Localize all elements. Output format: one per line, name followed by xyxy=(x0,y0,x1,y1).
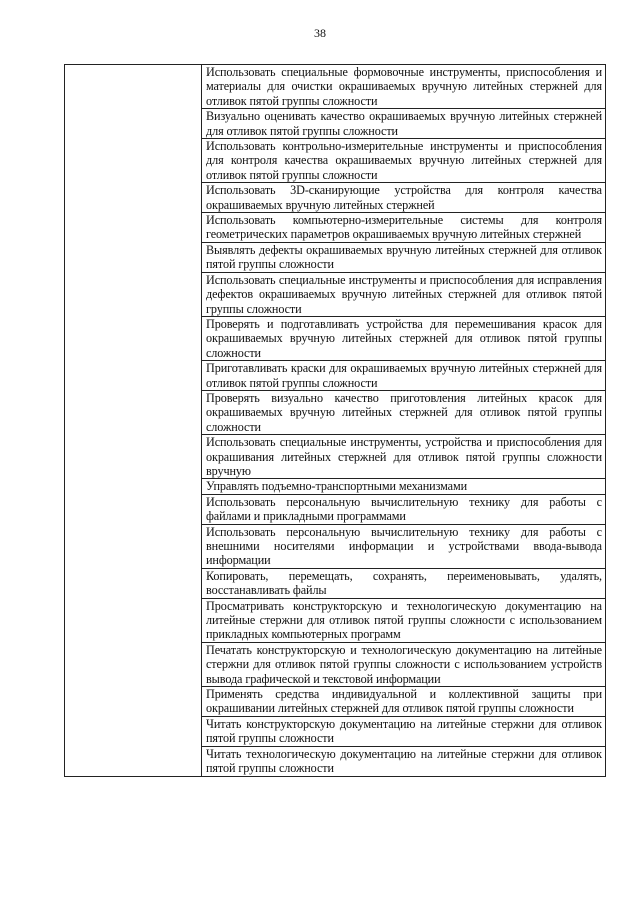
skill-cell xyxy=(202,272,606,316)
skill-text: Просматривать конструкторскую и технологическую документацию на литейные стержни для отливок пятой группы сложности с использованием прикладных компьютерных программ xyxy=(206,598,602,642)
skill-cell xyxy=(202,494,606,524)
skill-text: Выявлять дефекты окрашиваемых вручную литейных стержней для отливок пятой группы сложности xyxy=(206,242,602,272)
skill-cell xyxy=(202,716,606,746)
skill-cell xyxy=(202,316,606,360)
skill-cell xyxy=(202,435,606,479)
skill-text: Использовать 3D-сканирующие устройства для контроля качества окрашиваемых вручную литейных стержней xyxy=(206,183,602,212)
skill-cell xyxy=(202,109,606,139)
page-number: 38 xyxy=(314,26,326,40)
skill-text: Проверять визуально качество приготовления литейных красок для окрашиваемых вручную литейных стержней для отливок пятой группы сложности xyxy=(206,390,602,434)
skill-text: Печатать конструкторскую и технологическую документацию на литейные стержни для отливок пятой группы сложности с использованием устройств вывода графической и текстовой информации xyxy=(206,642,602,686)
skill-cell xyxy=(202,242,606,272)
skill-cell xyxy=(202,479,606,494)
skill-cell xyxy=(202,390,606,434)
skills-table xyxy=(64,64,606,777)
skill-cell xyxy=(202,642,606,686)
skill-text: Использовать персональную вычислительную технику для работы с внешними носителями информации и устройствами ввода-вывода информации xyxy=(206,524,602,568)
skill-text: Использовать компьютерно-измерительные системы для контроля геометрических параметров окрашиваемых вручную литейных стержней xyxy=(206,213,602,242)
skill-cell xyxy=(202,183,606,213)
skill-cell xyxy=(202,65,606,109)
skill-text: Копировать, перемещать, сохранять, переименовывать, удалять, восстанавливать файлы xyxy=(206,568,602,598)
skill-cell xyxy=(202,598,606,642)
skill-text: Использовать персональную вычислительную технику для работы с файлами и прикладными программами xyxy=(206,494,602,524)
skill-text: Читать конструкторскую документацию на литейные стержни для отливок пятой группы сложности xyxy=(206,716,602,746)
skill-text: Читать технологическую документацию на литейные стержни для отливок пятой группы сложности xyxy=(206,746,602,776)
skill-text: Управлять подъемно-транспортными механизмами xyxy=(206,479,467,494)
skill-text: Использовать специальные формовочные инструменты, приспособления и материалы для очистки окрашиваемых вручную литейных стержней для отливок пятой группы сложности xyxy=(206,65,602,108)
skill-text: Проверять и подготавливать устройства для перемешивания красок для окрашиваемых вручную литейных стержней для отливок пятой группы сложности xyxy=(206,316,602,360)
skill-cell xyxy=(202,361,606,391)
skill-text: Использовать специальные инструменты и приспособления для исправления дефектов окрашиваемых вручную литейных стержней для отливок пятой группы сложности xyxy=(206,272,602,316)
skill-text: Применять средства индивидуальной и коллективной защиты при окрашивании литейных стержней для отливок пятой группы сложности xyxy=(206,687,602,716)
skill-cell xyxy=(202,568,606,598)
skill-cell xyxy=(202,746,606,776)
skill-text: Использовать специальные инструменты, устройства и приспособления для окрашивания литейных стержней для отливок пятой группы сложности вручную xyxy=(206,435,602,478)
skill-cell xyxy=(202,213,606,243)
skill-text: Визуально оценивать качество окрашиваемых вручную литейных стержней для отливок пятой группы сложности xyxy=(206,109,602,138)
skill-cell xyxy=(202,687,606,717)
skill-text: Приготавливать краски для окрашиваемых вручную литейных стержней для отливок пятой группы сложности xyxy=(206,361,602,390)
skill-cell xyxy=(202,139,606,183)
left-empty-cell xyxy=(65,65,202,777)
table-row xyxy=(65,65,606,109)
skill-cell xyxy=(202,524,606,568)
skill-text: Использовать контрольно-измерительные инструменты и приспособления для контроля качества окрашиваемых вручную литейных стержней для отливок пятой группы сложности xyxy=(206,139,602,182)
